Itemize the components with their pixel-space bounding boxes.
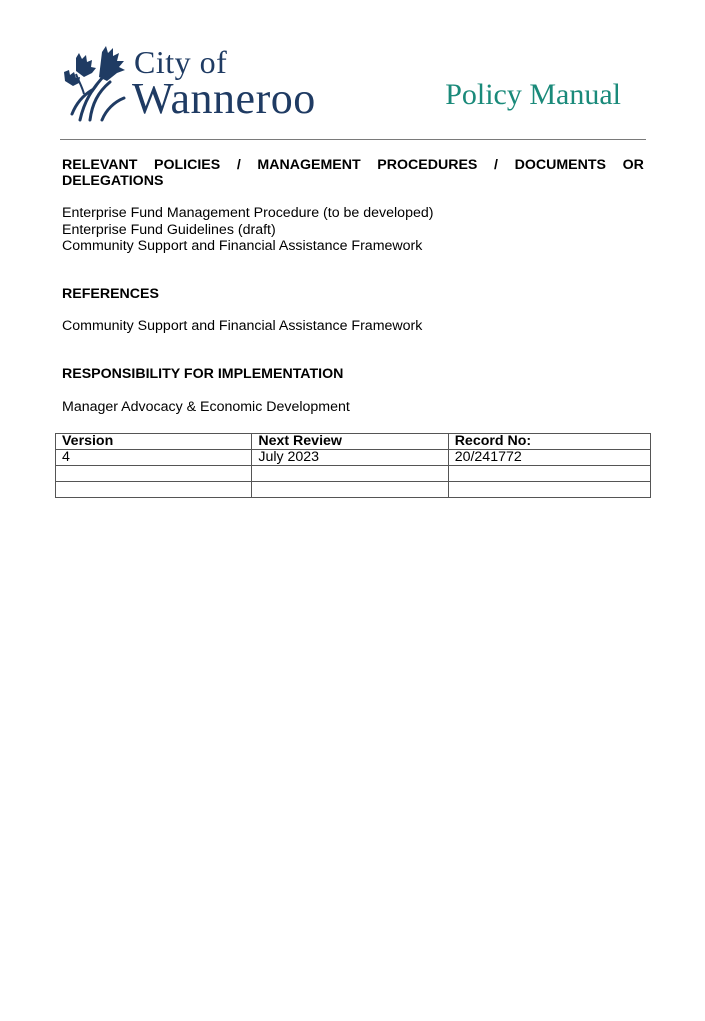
table-cell — [448, 482, 650, 498]
relevant-policies-heading — [62, 157, 644, 173]
table-cell: 20/241772 — [448, 450, 650, 466]
header-divider — [60, 139, 646, 140]
heading-word: OR — [622, 157, 644, 173]
heading-word: POLICIES — [154, 157, 221, 173]
logo-city-of: City of — [134, 44, 228, 80]
responsibility-heading: RESPONSIBILITY FOR IMPLEMENTATION — [62, 366, 344, 383]
city-of-wanneroo-logo — [62, 44, 322, 124]
table-row — [56, 450, 651, 466]
relevant-item: Community Support and Financial Assistance Framework — [62, 237, 423, 254]
references-heading: REFERENCES — [62, 286, 159, 303]
record-no-header: Record No: — [448, 434, 650, 450]
heading-word: RELEVANT — [62, 157, 138, 173]
document-body — [62, 157, 644, 415]
table-cell: July 2023 — [252, 450, 448, 466]
reference-item: Community Support and Financial Assistance Framework — [62, 318, 423, 335]
table-cell — [252, 482, 448, 498]
heading-word: DOCUMENTS — [514, 157, 607, 173]
version-header: Version — [56, 434, 252, 450]
policy-manual-title: Policy Manual — [445, 78, 621, 111]
table-cell — [252, 466, 448, 482]
table-cell — [56, 466, 252, 482]
relevant-policies-heading-line2: DELEGATIONS — [62, 173, 164, 190]
table-row — [56, 482, 651, 498]
table-cell — [448, 466, 650, 482]
heading-word: / — [494, 157, 498, 173]
table-header-row — [56, 434, 651, 450]
table-row — [56, 466, 651, 482]
relevant-item: Enterprise Fund Management Procedure (to be developed) — [62, 205, 434, 222]
kangaroo-paw-emblem-icon — [62, 44, 132, 122]
heading-word: PROCEDURES — [377, 157, 478, 173]
next-review-header: Next Review — [252, 434, 448, 450]
relevant-item: Enterprise Fund Guidelines (draft) — [62, 221, 276, 238]
heading-word: / — [236, 157, 241, 173]
responsibility-text: Manager Advocacy & Economic Development — [62, 398, 350, 415]
table-cell: 4 — [56, 450, 252, 466]
heading-word: MANAGEMENT — [257, 157, 361, 173]
table-cell — [56, 482, 252, 498]
logo-wanneroo: Wanneroo — [132, 74, 316, 123]
version-table — [55, 433, 651, 498]
